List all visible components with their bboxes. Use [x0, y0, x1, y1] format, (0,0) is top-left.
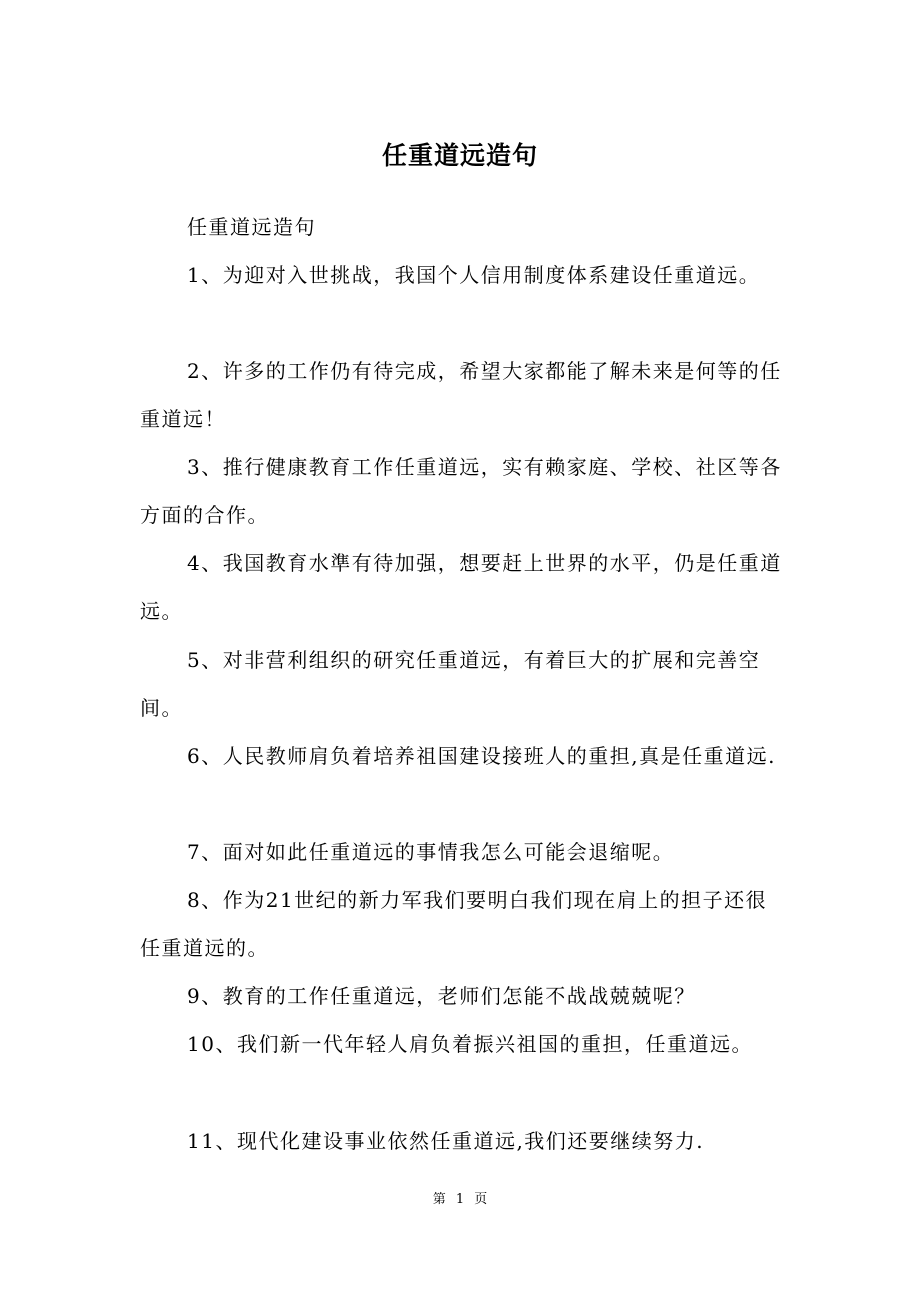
page-footer: [0, 1190, 920, 1210]
sentence-1: 1、为迎对入世挑战，我国个人信用制度体系建设任重道远。: [187, 263, 761, 287]
sentence-9: 9、教育的工作任重道远，老师们怎能不战战兢兢呢？: [187, 984, 696, 1008]
subtitle-paragraph: 任重道远造句: [187, 215, 316, 239]
sentence-4: 4、我国教育水準有待加强，想要赶上世界的水平，仍是任重道远。: [140, 551, 782, 623]
sentence-11: 11、现代化建设事业依然任重道远,我们还要继续努力.: [187, 1129, 705, 1153]
sentence-8: 8、作为21世纪的新力军我们要明白我们现在肩上的担子还很任重道远的。: [140, 888, 768, 960]
sentence-6: 6、人民教师肩负着培养祖国建设接班人的重担,真是任重道远.: [187, 744, 776, 768]
sentence-2: 2、许多的工作仍有待完成，希望大家都能了解未来是何等的任重道远！: [140, 359, 782, 431]
sentence-7: 7、面对如此任重道远的事情我怎么可能会退缩呢。: [187, 840, 675, 864]
sentence-10: 10、我们新一代年轻人肩负着振兴祖国的重担，任重道远。: [187, 1032, 753, 1056]
footer-prefix: 第: [432, 1192, 446, 1207]
footer-suffix: 页: [474, 1192, 488, 1207]
page-number: 1: [455, 1192, 465, 1207]
sentence-5: 5、对非营利组织的研究任重道远，有着巨大的扩展和完善空间。: [140, 648, 761, 720]
sentence-3: 3、推行健康教育工作任重道远，实有赖家庭、学校、社区等各方面的合作。: [140, 455, 782, 527]
document-title: 任重道远造句: [381, 141, 538, 170]
